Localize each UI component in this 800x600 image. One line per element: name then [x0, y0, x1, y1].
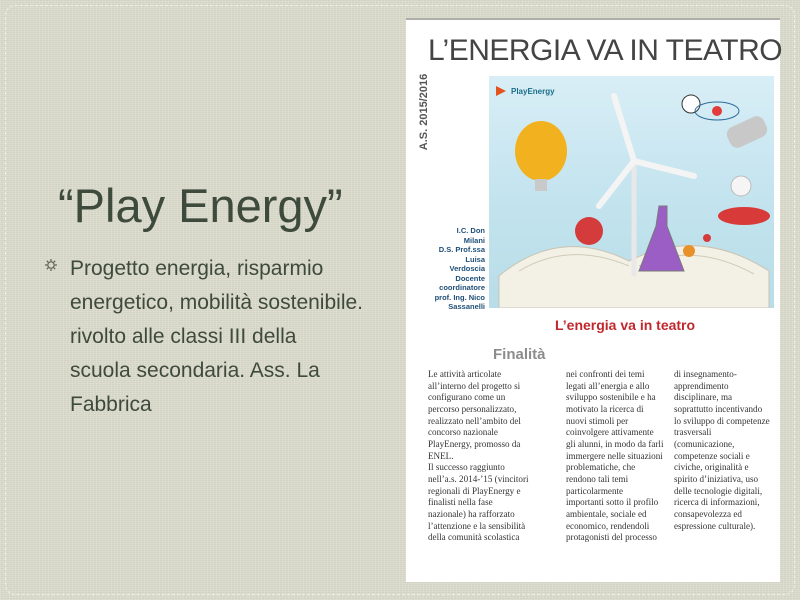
document-subheading: Finalità — [493, 346, 546, 363]
document-section-title: L’energia va in teatro — [555, 317, 696, 333]
cover-illustration — [489, 76, 774, 308]
document-credits: I.C. Don Milani D.S. Prof.ssa Luisa Verdoscia Docente coordinatore prof. Ing. Nico Sassanelli — [434, 226, 485, 311]
document-column-1: Le attività articolate all’interno del progetto si configurano come un percorso personalizzato, realizzato nell’ambito del concorso nazionale PlayEnergy, promosso da ENEL. Il successo raggiunto nell’a.s. 2014-’15 (vincitori regionali di PlayEnergy e finalisti nella fase nazionale) ha rafforzato l’attenzione e la sensibilità della comunità scolastica — [428, 369, 529, 543]
gear-bullet-icon — [44, 258, 58, 272]
bullet-item — [44, 252, 389, 422]
red-fan — [575, 217, 603, 245]
logo-text: PlayEnergy — [511, 86, 555, 96]
document-school-year — [408, 72, 436, 164]
slide-title: “Play Energy” — [58, 179, 343, 232]
playenergy-logo — [494, 84, 555, 98]
small-red-ball — [703, 234, 711, 242]
playenergy-logo-icon — [494, 84, 508, 98]
document-column-2: nei confronti dei temi legati all’energia e allo sviluppo sostenibile e ha motivato la ricerca di nuovi stimoli per coinvolgere attivamente gli alunni, in modo da farli immergere nelle situazioni problematiche, che rendono tali temi particolarmente importanti sotto il profilo ambientale, sociale ed economico, rendendoli protagonisti del processo — [566, 369, 664, 543]
drill-body — [724, 114, 770, 151]
bullet-text: Progetto energia, risparmio energetico, mobilità sostenibile. rivolto alle classi III della scuola secondaria. Ass. La Fabbrica — [70, 257, 363, 416]
cover-illustration-art — [489, 76, 774, 308]
soccer-ball — [682, 95, 700, 113]
cfl-bulb — [731, 176, 751, 196]
yellow-bulb-base — [535, 179, 547, 191]
document-column-3: di insegnamento- apprendimento disciplinare, ma soprattutto incentivando lo sviluppo di competenze trasversali (comunicazione, competenze sociali e civiche, originalità e spirito d’iniziativa, uso delle tecnologie digitali, ricerca di informazioni, consapevolezza ed espressione culturale). — [674, 369, 770, 531]
red-ufo — [718, 207, 770, 225]
school-year-label: A.S. 2015/2016 — [418, 73, 430, 151]
small-orange-ball — [683, 245, 695, 257]
yellow-bulb — [515, 121, 567, 181]
wind-turbine-blades — [599, 96, 694, 206]
purple-flask — [639, 206, 684, 271]
atom-core — [712, 106, 722, 116]
document-header-title: L’ENERGIA VA IN TEATRO — [428, 34, 783, 67]
